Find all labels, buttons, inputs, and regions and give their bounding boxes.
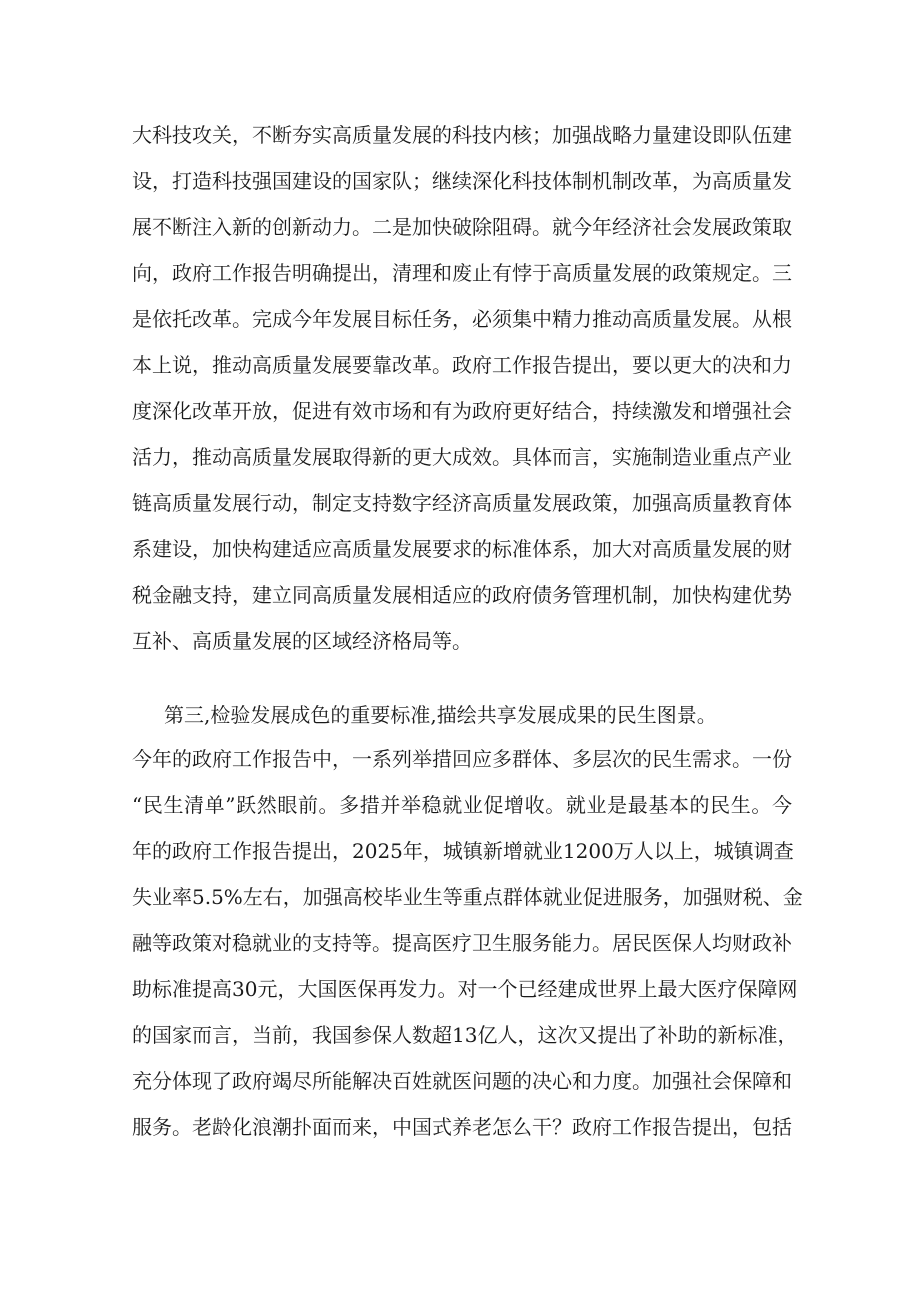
- text-line: 充分体现了政府竭尽所能解决百姓就医问题的决心和力度。加强社会保障和: [132, 1069, 792, 1093]
- paragraph-livelihood: [132, 736, 803, 1150]
- text-line: 税金融支持，建立同高质量发展相适应的政府债务管理机制，加快构建优势: [132, 583, 792, 607]
- text-line: 活力，推动高质量发展取得新的更大成效。具体而言，实施制造业重点产业: [132, 445, 792, 469]
- text-line: 今年的政府工作报告中，一系列举措回应多群体、多层次的民生需求。一份: [132, 747, 792, 771]
- text-line: 助标准提高30元，大国医保再发力。对一个已经建成世界上最大医疗保障网: [132, 977, 798, 1001]
- section-heading: [132, 692, 792, 738]
- text-line: 设，打造科技强国建设的国家队；继续深化科技体制机制改革，为高质量发: [132, 169, 792, 193]
- text-line: 互补、高质量发展的区域经济格局等。: [132, 629, 472, 653]
- text-line: 展不断注入新的创新动力。二是加快破除阻碍。就今年经济社会发展政策取: [132, 215, 792, 239]
- paragraph-policy-reform: [132, 112, 792, 664]
- text-line: 年的政府工作报告提出，2025年，城镇新增就业1200万人以上，城镇调查: [132, 839, 794, 863]
- text-line: 向，政府工作报告明确提出，清理和废止有悖于高质量发展的政策规定。三: [132, 261, 792, 285]
- text-line: 的国家而言，当前，我国参保人数超13亿人，这次又提出了补助的新标准，: [132, 1023, 798, 1047]
- text-line: 失业率5.5%左右，加强高校毕业生等重点群体就业促进服务，加强财税、金: [132, 885, 803, 909]
- text-line: “民生清单”跃然眼前。多措并举稳就业促增收。就业是最基本的民生。今: [132, 793, 792, 817]
- text-line: 本上说，推动高质量发展要靠改革。政府工作报告提出，要以更大的决和力: [132, 353, 792, 377]
- text-line: 链高质量发展行动，制定支持数字经济高质量发展政策，加强高质量教育体: [132, 491, 792, 515]
- text-line: 大科技攻关，不断夯实高质量发展的科技内核；加强战略力量建设即队伍建: [132, 123, 792, 147]
- text-line: 是依托改革。完成今年发展目标任务，必须集中精力推动高质量发展。从根: [132, 307, 792, 331]
- text-line: 服务。老龄化浪潮扑面而来，中国式养老怎么干？政府工作报告提出，包括: [132, 1115, 792, 1139]
- text-line: 度深化改革开放，促进有效市场和有为政府更好结合，持续激发和增强社会: [132, 399, 792, 423]
- text-line: 融等政策对稳就业的支持等。提高医疗卫生服务能力。居民医保人均财政补: [132, 931, 792, 955]
- section-heading-text: 第三,检验发展成色的重要标准,描绘共享发展成果的民生图景。: [164, 703, 717, 727]
- text-line: 系建设，加快构建适应高质量发展要求的标准体系，加大对高质量发展的财: [132, 537, 792, 561]
